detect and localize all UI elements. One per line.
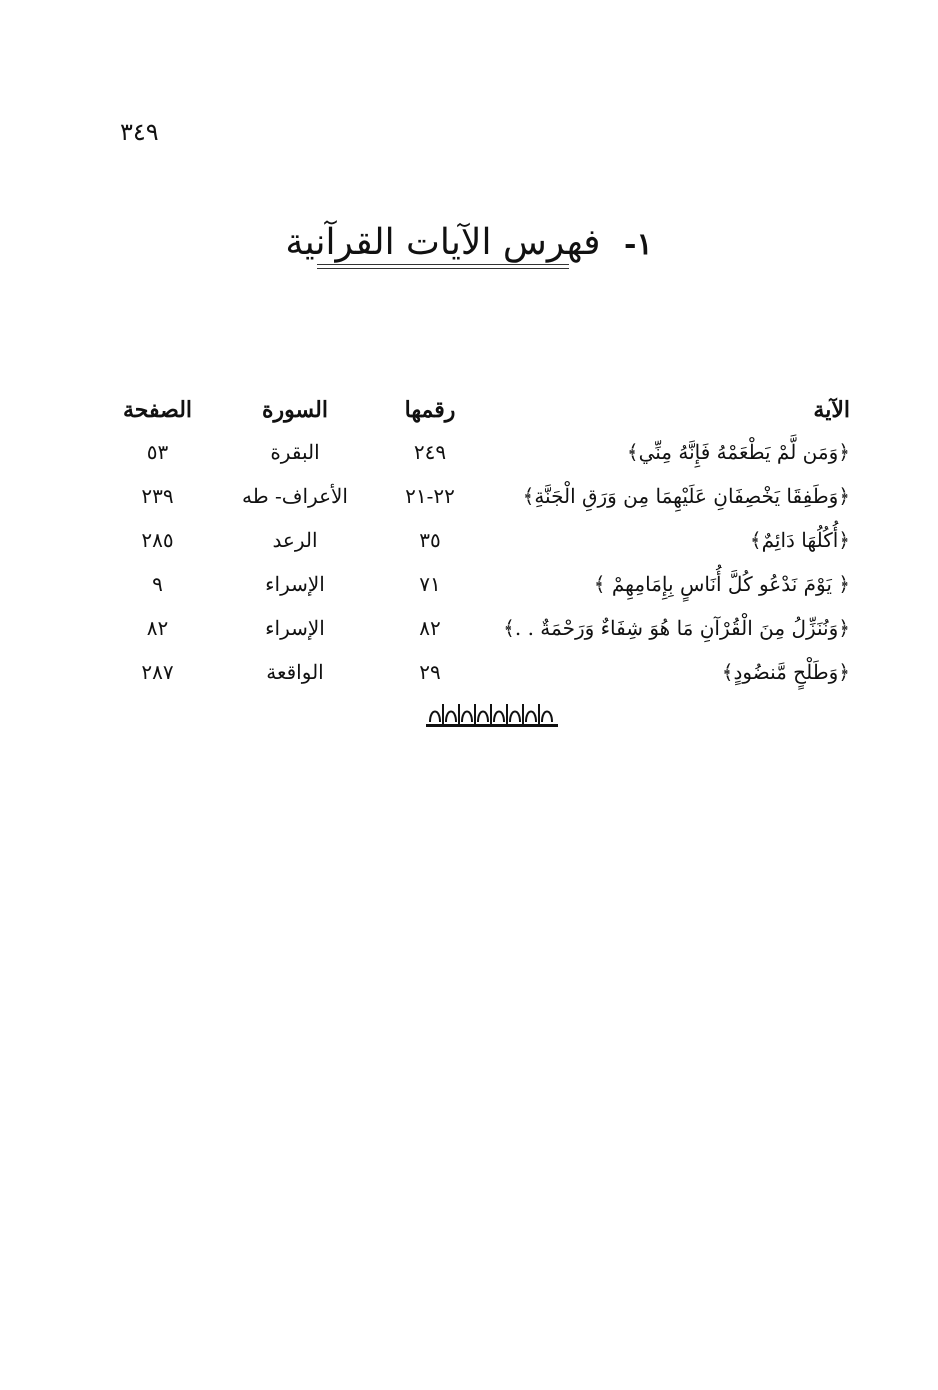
table-row: [95, 606, 850, 650]
verse-number-cell: ٢٤٩: [413, 440, 447, 464]
verse-cell: ﴿وَمَن لَّمْ يَطْعَمْهُ فَإِنَّهُ مِنِّي﴾: [626, 440, 850, 464]
header-surah: السورة: [262, 397, 328, 423]
section-heading: [0, 222, 938, 269]
surah-cell: الإسراء: [265, 616, 325, 640]
header-verse: الآية: [813, 397, 850, 423]
page-number: ٣٤٩: [120, 118, 159, 146]
page-cell: ٩: [152, 572, 163, 596]
verse-cell: ﴿أُكُلُهَا دَائِمٌ﴾: [749, 528, 850, 552]
verse-number-cell: ٨٢: [419, 616, 441, 640]
page-cell: ٢٨٥: [141, 528, 174, 552]
surah-cell: الواقعة: [266, 660, 324, 684]
table-row: [95, 518, 850, 562]
verse-cell: ﴿وَطَلْحٍ مَّنضُودٍ﴾: [721, 660, 850, 684]
surah-cell: الأعراف- طه: [242, 484, 348, 508]
decorative-ornament: [426, 700, 558, 730]
verse-cell: ﴿وَنُنَزِّلُ مِنَ الْقُرْآنِ مَا هُوَ شِفَاءٌ وَرَحْمَةٌ . .﴾: [503, 616, 850, 640]
header-number: رقمها: [404, 397, 456, 423]
table-row: [95, 430, 850, 474]
verse-number-cell: ٢٢-٢١: [405, 484, 455, 508]
verse-number-cell: ٣٥: [419, 528, 441, 552]
page-cell: ٥٣: [146, 440, 169, 464]
section-title: فهرس الآيات القرآنية: [285, 222, 600, 269]
verses-index-table: [95, 390, 850, 694]
page-cell: ٨٢: [146, 616, 169, 640]
surah-cell: البقرة: [270, 440, 320, 464]
verse-number-cell: ٢٩: [419, 660, 441, 684]
surah-cell: الرعد: [272, 528, 318, 552]
verse-cell: ﴿ يَوْمَ نَدْعُو كُلَّ أُنَاسٍ بِإِمَامِهِمْ ﴾: [593, 572, 850, 596]
verse-cell: ﴿وَطَفِقَا يَخْصِفَانِ عَلَيْهِمَا مِن وَرَقِ الْجَنَّةِ﴾: [522, 484, 850, 508]
page-cell: ٢٣٩: [141, 484, 174, 508]
table-row: [95, 562, 850, 606]
table-header-row: [95, 390, 850, 430]
verse-number-cell: ٧١: [419, 572, 441, 596]
table-row: [95, 474, 850, 518]
section-number: ١-: [624, 227, 653, 262]
table-row: [95, 650, 850, 694]
page-cell: ٢٨٧: [141, 660, 174, 684]
header-page: الصفحة: [122, 397, 193, 423]
surah-cell: الإسراء: [265, 572, 325, 596]
